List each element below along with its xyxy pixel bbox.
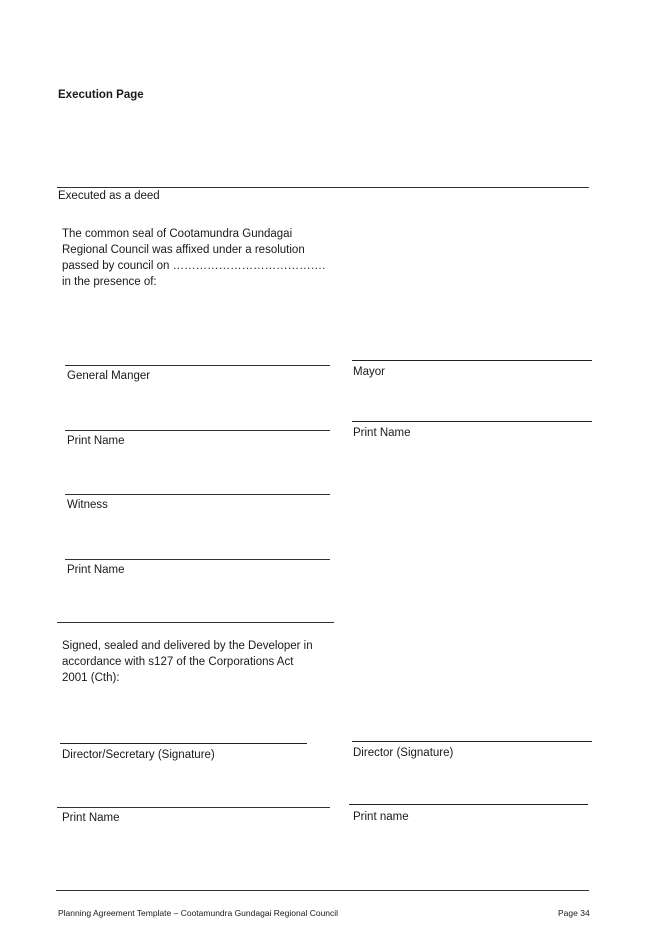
page-title: Execution Page — [58, 89, 144, 101]
mayor-label: Mayor — [353, 366, 385, 378]
developer-statement-line: 2001 (Cth): — [62, 672, 120, 684]
mayor-signature-line — [352, 360, 592, 361]
council-seal-line: The common seal of Cootamundra Gundagai — [62, 228, 293, 240]
mayor-print-name-line — [352, 421, 592, 422]
general-manager-label: General Manger — [67, 370, 151, 382]
director-secretary-print-name-line — [57, 807, 330, 808]
general-manager-signature-line — [65, 365, 330, 366]
council-seal-line: passed by council on …………………………………. — [62, 260, 326, 272]
director-print-name-label: Print name — [353, 811, 409, 823]
section-divider — [57, 187, 589, 188]
footer-document-title: Planning Agreement Template – Cootamundra Gundagai Regional Council — [58, 908, 339, 918]
gm-print-name-label: Print Name — [67, 435, 125, 447]
council-seal-line: in the presence of: — [62, 276, 157, 288]
witness-print-name-line — [65, 559, 330, 560]
mayor-print-name-label: Print Name — [353, 427, 411, 439]
page-number: Page 34 — [558, 908, 590, 918]
director-secretary-signature-line — [60, 743, 307, 744]
director-secretary-label: Director/Secretary (Signature) — [62, 749, 215, 761]
council-seal-statement — [62, 226, 325, 290]
executed-as-deed-label: Executed as a deed — [58, 190, 160, 202]
director-print-name-line — [349, 804, 588, 805]
gm-print-name-line — [65, 430, 330, 431]
witness-label: Witness — [67, 499, 108, 511]
director-secretary-print-name-label: Print Name — [62, 812, 120, 824]
council-seal-line: Regional Council was affixed under a resolution — [62, 244, 305, 256]
witness-print-name-label: Print Name — [67, 564, 125, 576]
developer-execution-statement — [62, 638, 313, 686]
developer-statement-line: accordance with s127 of the Corporations Act — [62, 656, 294, 668]
director-label: Director (Signature) — [353, 747, 454, 759]
director-signature-line — [352, 741, 592, 742]
developer-statement-line: Signed, sealed and delivered by the Developer in — [62, 640, 313, 652]
witness-signature-line — [65, 494, 330, 495]
footer-divider — [56, 890, 589, 891]
developer-divider — [57, 622, 334, 623]
